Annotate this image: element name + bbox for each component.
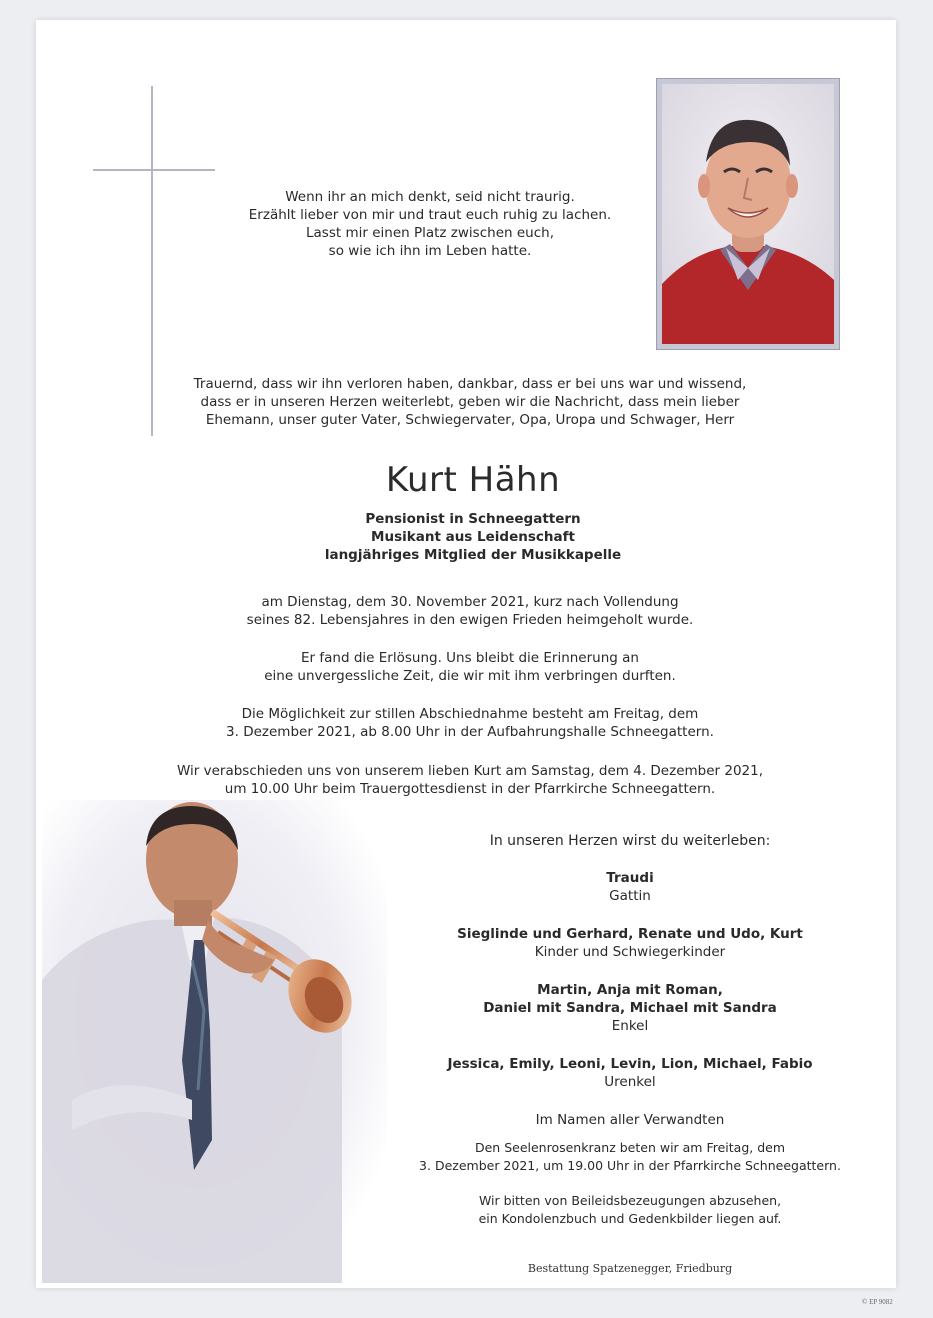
mourner-group-spouse (395, 869, 865, 905)
rosary-notice (395, 1139, 865, 1175)
intro-line: Ehemann, unser guter Vater, Schwiegervater, Opa, Uropa und Schwager, Herr (205, 412, 735, 428)
mourners-list (395, 832, 865, 1129)
mourner-relation: Kinder und Schwiegerkinder (534, 944, 726, 960)
paragraph-line: um 10.00 Uhr beim Trauergottesdienst in der Pfarrkirche Schneegattern. (224, 781, 716, 797)
mourner-names: Traudi (606, 870, 654, 886)
viewing-paragraph (150, 705, 790, 741)
paragraph-line: am Dienstag, dem 30. November 2021, kurz nach Vollendung (261, 594, 679, 610)
funeral-paragraph (150, 762, 790, 798)
portrait-frame (656, 78, 840, 350)
mourner-relation: Urenkel (604, 1074, 656, 1090)
intro-line: Trauernd, dass wir ihn verloren haben, dankbar, dass er bei uns war und wissend, (193, 376, 747, 392)
title-line: langjähriges Mitglied der Musikkapelle (324, 547, 622, 563)
title-line: Pensionist in Schneegattern (365, 511, 581, 527)
portrait-illustration (662, 84, 834, 344)
mourner-group-children (395, 925, 865, 961)
poem-line: so wie ich ihn im Leben hatte. (328, 243, 532, 259)
condolence-line: ein Kondolenzbuch und Gedenkbilder liegen auf. (478, 1211, 782, 1226)
mourner-group-grandchildren (395, 981, 865, 1035)
rosary-line: 3. Dezember 2021, um 19.00 Uhr in der Pfarrkirche Schneegattern. (419, 1158, 841, 1173)
cross-horizontal-bar (93, 169, 215, 171)
poem-line: Erzählt lieber von mir und traut euch ruhig zu lachen. (248, 207, 612, 223)
trumpet-player-illustration (42, 800, 387, 1283)
paragraph-line: 3. Dezember 2021, ab 8.00 Uhr in der Aufbahrungshalle Schneegattern. (226, 724, 714, 740)
deceased-name: Kurt Hähn (385, 460, 561, 500)
mourner-names: Martin, Anja mit Roman, (537, 982, 723, 998)
title-line: Musikant aus Leidenschaft (371, 529, 575, 545)
death-notice-paragraph (150, 593, 790, 629)
paragraph-line: Die Möglichkeit zur stillen Abschiednahme besteht am Freitag, dem (241, 706, 699, 722)
remembrance-paragraph (150, 649, 790, 685)
mourner-relation: Gattin (609, 888, 651, 904)
trumpet-player-photo (42, 800, 387, 1283)
mourner-names: Sieglinde und Gerhard, Renate und Udo, Kurt (457, 926, 803, 942)
deceased-titles (273, 510, 673, 564)
undertaker-credit: Bestattung Spatzenegger, Friedburg (527, 1262, 733, 1275)
announcement-intro (150, 375, 790, 429)
poem-line: Wenn ihr an mich denkt, seid nicht traurig. (285, 189, 575, 205)
paragraph-line: Er fand die Erlösung. Uns bleibt die Erinnerung an (301, 650, 639, 666)
paragraph-line: Wir verabschieden uns von unserem lieben Kurt am Samstag, dem 4. Dezember 2021, (176, 763, 764, 779)
poem (240, 188, 620, 260)
mourner-group-great-grandchildren (395, 1055, 865, 1091)
mourners-heading: In unseren Herzen wirst du weiterleben: (489, 833, 771, 849)
mourner-names: Daniel mit Sandra, Michael mit Sandra (483, 1000, 777, 1016)
mourner-names: Jessica, Emily, Leoni, Levin, Lion, Michael, Fabio (447, 1056, 813, 1072)
condolence-notice (395, 1192, 865, 1228)
paragraph-line: eine unvergessliche Zeit, die wir mit ihm verbringen durften. (264, 668, 676, 684)
print-code: © EP 9082 (862, 1298, 893, 1306)
intro-line: dass er in unseren Herzen weiterlebt, geben wir die Nachricht, dass mein lieber (200, 394, 740, 410)
mourner-relation: Enkel (611, 1018, 649, 1034)
mourners-closing: Im Namen aller Verwandten (535, 1112, 725, 1128)
rosary-line: Den Seelenrosenkranz beten wir am Freitag, dem (474, 1140, 786, 1155)
paragraph-line: seines 82. Lebensjahres in den ewigen Frieden heimgeholt wurde. (246, 612, 694, 628)
condolence-line: Wir bitten von Beileidsbezeugungen abzusehen, (478, 1193, 782, 1208)
portrait-photo (662, 84, 834, 344)
poem-line: Lasst mir einen Platz zwischen euch, (306, 225, 554, 241)
